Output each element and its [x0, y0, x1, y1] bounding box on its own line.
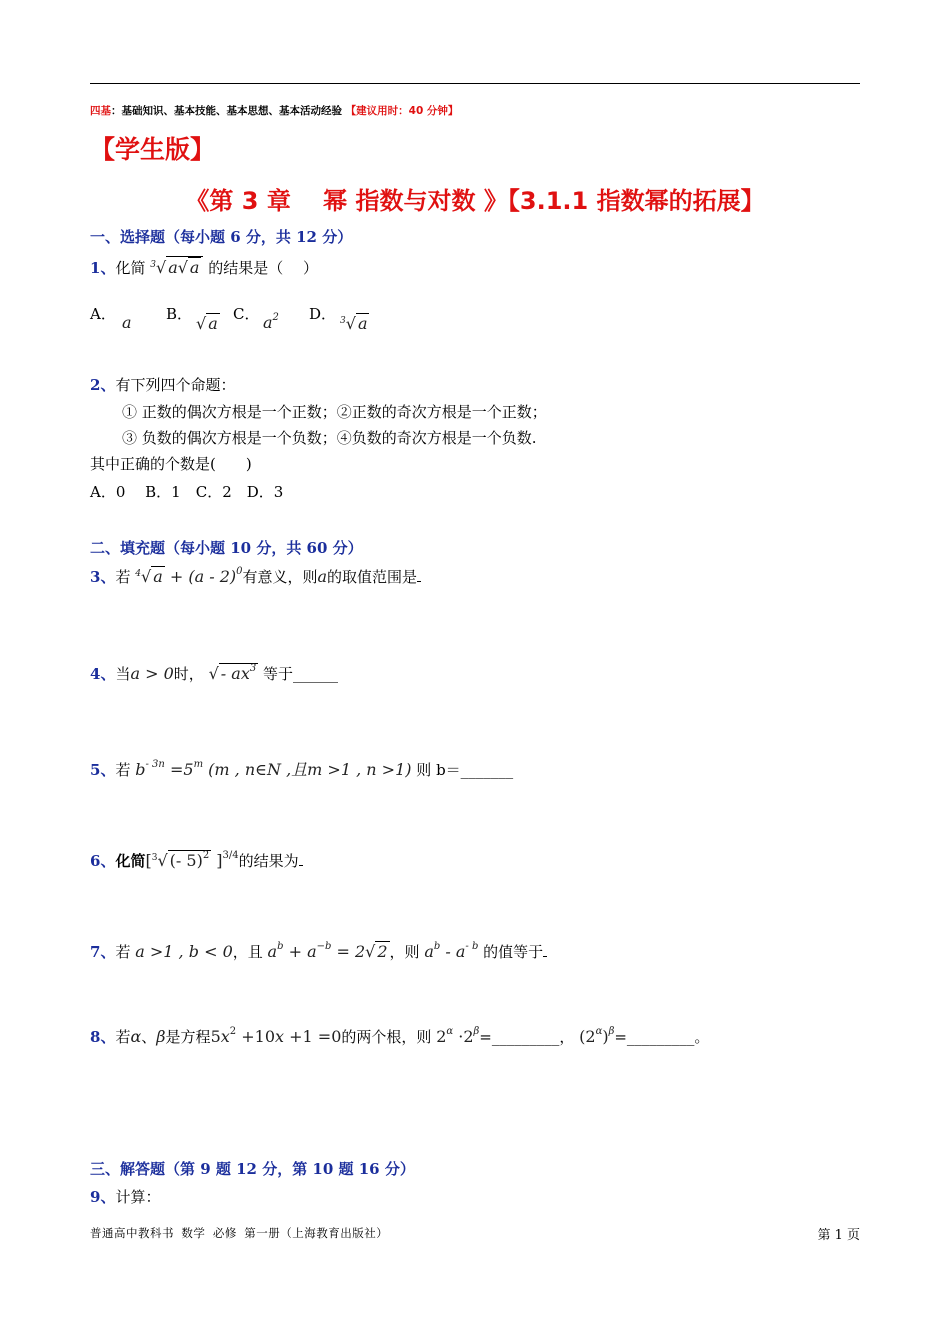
question-3 — [90, 566, 421, 587]
question-5 — [90, 757, 513, 780]
header-line — [90, 103, 458, 118]
q4-mid: 时， — [173, 665, 204, 683]
q6-sep: 、 — [100, 852, 116, 870]
q4-condition: a > 0 — [130, 664, 174, 683]
q6-expression: [$^3$√ (- 5)$^2$ ]$^{3/4}$ — [145, 850, 239, 870]
q1-option-c — [233, 303, 259, 324]
q8-mid2: 的两个根，则 — [341, 1028, 432, 1046]
q5-number: 5 — [90, 761, 101, 779]
q2-options: A．0 B．1 C．2 D．3 — [90, 483, 284, 501]
header-prefix: 四基 — [90, 105, 111, 117]
q5-sep: 、 — [100, 761, 116, 779]
q8-pre: 若 — [115, 1028, 131, 1046]
page-number: 第 1 页 — [817, 1228, 860, 1243]
q6-post: 的结果为 — [238, 852, 299, 870]
q3-mid: 有意义，则 — [242, 568, 318, 586]
q3-sep: 、 — [100, 568, 116, 586]
q7-mid1: ，且 — [232, 943, 263, 961]
q7-post: 的值等于 — [483, 943, 544, 961]
q6-number: 6 — [90, 852, 101, 870]
q9-sep: 、 — [100, 1188, 116, 1206]
header-colon: ： — [111, 105, 122, 117]
q8-expr1: $2^\alpha \cdot 2^\beta$ — [436, 1026, 480, 1046]
q8-beta: β — [156, 1027, 166, 1046]
q7-sep: 、 — [100, 943, 116, 961]
q3-post: 的取值范围是 — [327, 568, 418, 586]
q1-option-b-label: B． — [166, 305, 193, 323]
question-7 — [90, 941, 547, 962]
q3-var: a — [317, 567, 328, 586]
q1-option-c-label: C． — [233, 305, 260, 323]
q6-blank[interactable] — [299, 851, 303, 866]
q4-post: 等于______ — [263, 665, 339, 683]
q5-post: 则 b＝_______ — [416, 761, 514, 779]
q2-stem: 有下列四个命题： — [115, 376, 236, 394]
q7-pre: 若 — [115, 943, 131, 961]
q7-number: 7 — [90, 943, 101, 961]
q9-number: 9 — [90, 1188, 101, 1206]
q1-post: 的结果是（ ） — [208, 259, 319, 277]
q1-expression: $^3$√ a√ a — [150, 258, 203, 277]
q9-text: 计算： — [115, 1188, 161, 1206]
q8-alpha: α — [130, 1027, 142, 1046]
question-1 — [90, 256, 318, 278]
q3-blank[interactable] — [417, 567, 421, 582]
q1-number: 1 — [90, 259, 101, 277]
q3-expression: $^4$√ a + (a - 2)$^0$ — [135, 566, 243, 586]
question-8 — [90, 1026, 709, 1047]
header-time: 【建议用时：40 分钟】 — [345, 105, 459, 117]
q8-expr2: $(2^\alpha)^\beta$ — [579, 1026, 615, 1046]
q1-option-a-math: a — [122, 313, 132, 332]
q8-eq1: =_________， — [479, 1028, 575, 1046]
page-title: 《第 3 章 幂 指数与对数 》【3.1.1 指数幂的拓展】 — [185, 187, 765, 215]
q1-option-a-label: A． — [90, 305, 116, 323]
q3-pre: 若 — [115, 568, 131, 586]
question-2 — [90, 374, 235, 395]
q8-sep: 、 — [100, 1028, 116, 1046]
q7-target: $a^b - a^{- b}$ — [424, 941, 479, 961]
footer-text: 普通高中教科书 数学 必修 第一册（上海教育出版社） — [90, 1226, 389, 1240]
section-2-heading: 二、填充题（每小题 10 分，共 60 分） — [90, 539, 363, 557]
q6-pre: 化简 — [115, 852, 146, 870]
q1-sep: 、 — [100, 259, 116, 277]
q2-sep: 、 — [100, 376, 116, 394]
q5-expression: $b^{- 3n} =5^m$ (m , n∈N ,且m >1 , n >1) — [135, 759, 412, 779]
q1-option-b-math: √ a — [196, 314, 218, 333]
q8-equation: $5x^2 +10x +1 =0$ — [210, 1026, 342, 1046]
q8-eq2: =_________。 — [614, 1028, 710, 1046]
q2-line-2: ③ 负数的偶次方根是一个负数；④负数的奇次方根是一个负数. — [122, 429, 537, 447]
q7-mid2: ，则 — [389, 943, 420, 961]
q1-option-c-math: $a^2$ — [263, 312, 279, 332]
header-items: 基础知识、基本技能、基本思想、基本活动经验 — [121, 105, 342, 117]
q7-equation: $a^b + a^{-b} = 2√$ 2 — [267, 941, 388, 961]
question-6 — [90, 850, 303, 871]
q1-option-d — [309, 303, 336, 324]
q1-option-b — [166, 303, 192, 324]
q5-pre: 若 — [115, 761, 131, 779]
q1-pre: 化简 — [115, 259, 146, 277]
q2-ask: 其中正确的个数是( ) — [90, 455, 252, 473]
q1-option-d-math: $^3$√ a — [340, 314, 368, 333]
q1-option-a — [90, 303, 116, 324]
q8-dun: 、 — [141, 1028, 157, 1046]
q3-number: 3 — [90, 568, 101, 586]
section-3-heading: 三、解答题（第 9 题 12 分，第 10 题 16 分） — [90, 1160, 415, 1178]
q4-number: 4 — [90, 665, 101, 683]
q4-pre: 当 — [115, 665, 131, 683]
q7-blank[interactable] — [543, 942, 547, 957]
question-9 — [90, 1186, 160, 1207]
q8-mid: 是方程 — [165, 1028, 211, 1046]
q2-line-1: ① 正数的偶次方根是一个正数；②正数的奇次方根是一个正数； — [122, 403, 547, 421]
q4-sep: 、 — [100, 665, 116, 683]
question-4 — [90, 663, 338, 684]
header-rule — [90, 83, 860, 84]
q7-condition: a >1 , b < 0 — [135, 942, 233, 961]
version-label: 【学生版】 — [90, 135, 216, 164]
section-1-heading: 一、选择题（每小题 6 分，共 12 分） — [90, 228, 353, 246]
q2-number: 2 — [90, 376, 101, 394]
q8-number: 8 — [90, 1028, 101, 1046]
q4-expression: √ - $ax^3$ — [208, 663, 257, 683]
q1-option-d-label: D． — [309, 305, 337, 323]
